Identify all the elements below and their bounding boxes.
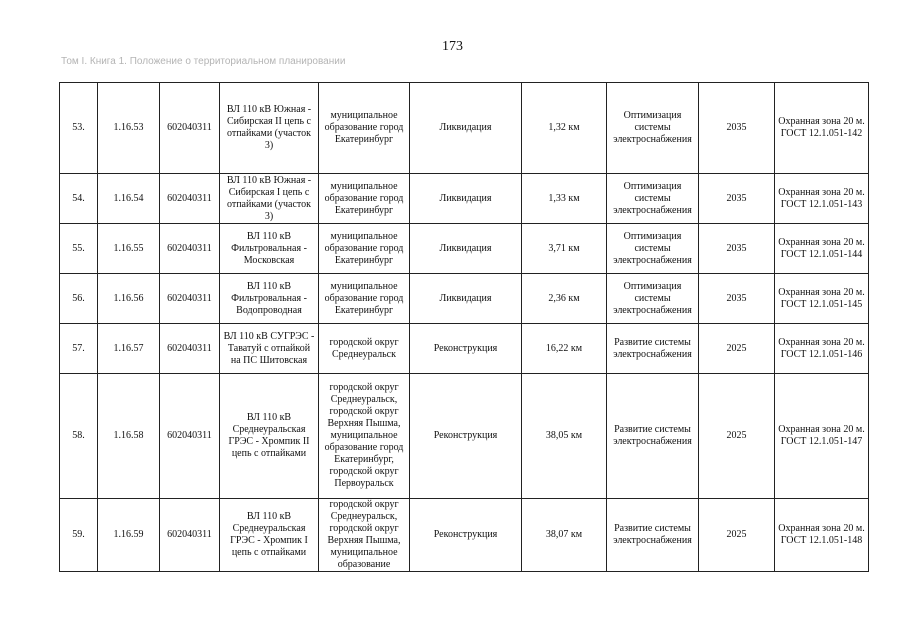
object-location: муниципальное образование город Екатеринбург — [319, 174, 410, 224]
object-location: муниципальное образование город Екатеринбург — [319, 224, 410, 274]
row-number: 57. — [60, 324, 98, 374]
object-action: Ликвидация — [410, 224, 522, 274]
table-row — [60, 224, 869, 274]
row-number: 58. — [60, 374, 98, 499]
object-name: ВЛ 110 кВ СУГРЭС - Таватуй с отпайкой на ПС Шитовская — [220, 324, 319, 374]
object-year: 2035 — [699, 83, 775, 174]
object-id: 602040311 — [160, 224, 220, 274]
object-action: Реконструкция — [410, 374, 522, 499]
object-code: 1.16.59 — [98, 499, 160, 572]
object-action: Ликвидация — [410, 174, 522, 224]
object-year: 2025 — [699, 499, 775, 572]
object-year: 2025 — [699, 324, 775, 374]
object-name: ВЛ 110 кВ Фильтровальная - Московская — [220, 224, 319, 274]
object-length: 1,32 км — [522, 83, 607, 174]
object-length: 1,33 км — [522, 174, 607, 224]
object-purpose: Развитие системы электроснабжения — [607, 499, 699, 572]
object-length: 2,36 км — [522, 274, 607, 324]
object-zone: Охранная зона 20 м. ГОСТ 12.1.051-145 — [775, 274, 869, 324]
object-name: ВЛ 110 кВ Среднеуральская ГРЭС - Хромпик I цепь с отпайками — [220, 499, 319, 572]
object-length: 38,07 км — [522, 499, 607, 572]
object-length: 38,05 км — [522, 374, 607, 499]
row-number: 55. — [60, 224, 98, 274]
table-row — [60, 374, 869, 499]
object-code: 1.16.54 — [98, 174, 160, 224]
object-zone: Охранная зона 20 м. ГОСТ 12.1.051-146 — [775, 324, 869, 374]
object-year: 2035 — [699, 274, 775, 324]
object-location: муниципальное образование город Екатеринбург — [319, 83, 410, 174]
object-zone: Охранная зона 20 м. ГОСТ 12.1.051-148 — [775, 499, 869, 572]
row-number: 54. — [60, 174, 98, 224]
table-row — [60, 174, 869, 224]
object-purpose: Оптимизация системы электроснабжения — [607, 174, 699, 224]
object-purpose: Оптимизация системы электроснабжения — [607, 83, 699, 174]
object-code: 1.16.57 — [98, 324, 160, 374]
object-purpose: Развитие системы электроснабжения — [607, 324, 699, 374]
object-code: 1.16.53 — [98, 83, 160, 174]
object-action: Реконструкция — [410, 324, 522, 374]
object-zone: Охранная зона 20 м. ГОСТ 12.1.051-143 — [775, 174, 869, 224]
object-zone: Охранная зона 20 м. ГОСТ 12.1.051-147 — [775, 374, 869, 499]
object-name: ВЛ 110 кВ Среднеуральская ГРЭС - Хромпик II цепь с отпайками — [220, 374, 319, 499]
object-location: городской округ Среднеуральск — [319, 324, 410, 374]
object-zone: Охранная зона 20 м. ГОСТ 12.1.051-144 — [775, 224, 869, 274]
object-location: городской округ Среднеуральск, городской округ Верхняя Пышма, муниципальное образование — [319, 499, 410, 572]
row-number: 53. — [60, 83, 98, 174]
object-id: 602040311 — [160, 324, 220, 374]
object-length: 3,71 км — [522, 224, 607, 274]
object-id: 602040311 — [160, 374, 220, 499]
object-year: 2035 — [699, 224, 775, 274]
object-year: 2025 — [699, 374, 775, 499]
table-body — [60, 83, 869, 572]
objects-table — [59, 82, 869, 572]
object-code: 1.16.58 — [98, 374, 160, 499]
object-length: 16,22 км — [522, 324, 607, 374]
row-number: 56. — [60, 274, 98, 324]
object-purpose: Оптимизация системы электроснабжения — [607, 274, 699, 324]
table-row — [60, 83, 869, 174]
object-purpose: Развитие системы электроснабжения — [607, 374, 699, 499]
object-code: 1.16.55 — [98, 224, 160, 274]
row-number: 59. — [60, 499, 98, 572]
table-row — [60, 274, 869, 324]
object-code: 1.16.56 — [98, 274, 160, 324]
object-zone: Охранная зона 20 м. ГОСТ 12.1.051-142 — [775, 83, 869, 174]
object-id: 602040311 — [160, 274, 220, 324]
object-action: Ликвидация — [410, 274, 522, 324]
object-action: Ликвидация — [410, 83, 522, 174]
object-year: 2035 — [699, 174, 775, 224]
object-action: Реконструкция — [410, 499, 522, 572]
object-purpose: Оптимизация системы электроснабжения — [607, 224, 699, 274]
running-header: Том I. Книга 1. Положение о территориальном планировании — [61, 56, 346, 67]
object-name: ВЛ 110 кВ Южная - Сибирская II цепь с отпайками (участок 3) — [220, 83, 319, 174]
object-location: муниципальное образование город Екатеринбург — [319, 274, 410, 324]
table-row — [60, 324, 869, 374]
object-location: городской округ Среднеуральск, городской округ Верхняя Пышма, муниципальное образование город Екатеринбург, городской округ Первоуральск — [319, 374, 410, 499]
table-row — [60, 499, 869, 572]
page-number: 173 — [442, 39, 463, 54]
object-id: 602040311 — [160, 174, 220, 224]
object-id: 602040311 — [160, 83, 220, 174]
object-name: ВЛ 110 кВ Южная - Сибирская I цепь с отпайками (участок 3) — [220, 174, 319, 224]
object-id: 602040311 — [160, 499, 220, 572]
object-name: ВЛ 110 кВ Фильтровальная - Водопроводная — [220, 274, 319, 324]
